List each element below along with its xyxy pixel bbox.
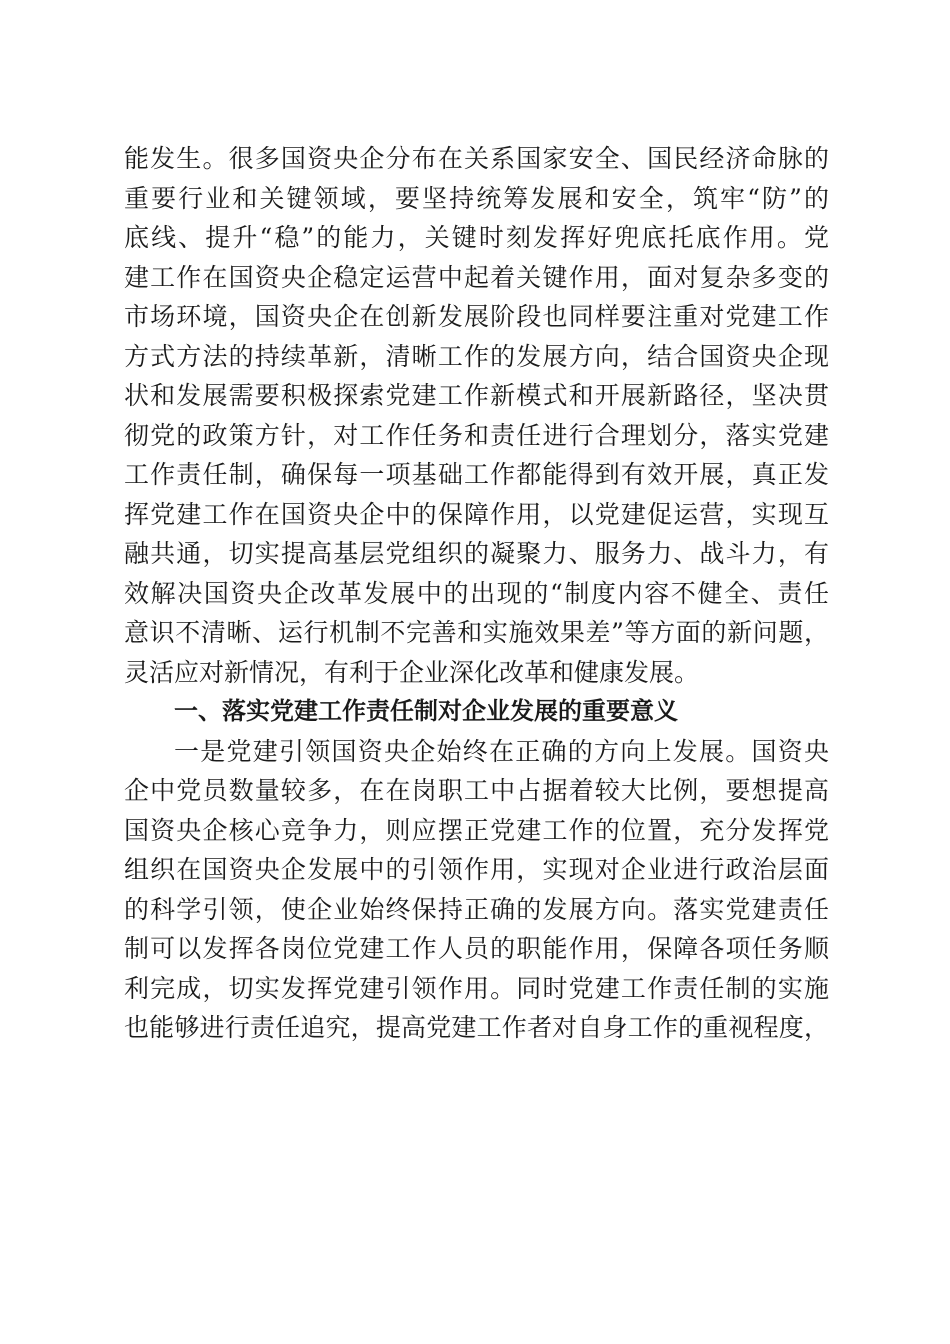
section-heading: 一、落实党建工作责任制对企业发展的重要意义 <box>174 697 678 725</box>
text-line: 的科学引领，使企业始终保持正确的发展方向。落实党建责任 <box>124 894 829 924</box>
text-line: 制可以发挥各岗位党建工作人员的职能作用，保障各项任务顺 <box>124 934 829 963</box>
text-line: 融共通，切实提高基层党组织的凝聚力、服务力、战斗力，有 <box>124 539 829 568</box>
text-line: 国资央企核心竞争力，则应摆正党建工作的位置，充分发挥党 <box>124 815 829 845</box>
text-line: 重要行业和关键领域，要坚持统筹发展和安全，筑牢“防”的 <box>124 183 829 213</box>
text-line: 意识不清晰、运行机制不完善和实施效果差”等方面的新问题， <box>124 618 829 647</box>
text-line: 效解决国资央企改革发展中的出现的“制度内容不健全、责任 <box>124 578 829 608</box>
text-line: 灵活应对新情况，有利于企业深化改革和健康发展。 <box>124 657 700 687</box>
text-line: 建工作在国资央企稳定运营中起着关键作用，面对复杂多变的 <box>124 262 829 292</box>
text-line: 市场环境，国资央企在创新发展阶段也同样要注重对党建工作 <box>124 302 829 331</box>
text-line: 也能够进行责任追究，提高党建工作者对自身工作的重视程度， <box>124 1013 829 1042</box>
text-line: 一是党建引领国资央企始终在正确的方向上发展。国资央 <box>174 736 829 766</box>
text-line: 企中党员数量较多，在在岗职工中占据着较大比例，要想提高 <box>124 776 829 805</box>
document-body <box>124 139 829 1048</box>
text-line: 底线、提升“稳”的能力，关键时刻发挥好兜底托底作用。党 <box>124 223 829 252</box>
text-line: 彻党的政策方针，对工作任务和责任进行合理划分，落实党建 <box>124 420 829 450</box>
text-line: 利完成，切实发挥党建引领作用。同时党建工作责任制的实施 <box>124 973 829 1003</box>
text-line: 状和发展需要积极探索党建工作新模式和开展新路径，坚决贯 <box>124 381 829 410</box>
text-line: 挥党建工作在国资央企中的保障作用，以党建促运营，实现互 <box>124 499 829 529</box>
text-line: 组织在国资央企发展中的引领作用，实现对企业进行政治层面 <box>124 855 829 884</box>
text-line: 方式方法的持续革新，清晰工作的发展方向，结合国资央企现 <box>124 341 829 371</box>
text-line: 能发生。很多国资央企分布在关系国家安全、国民经济命脉的 <box>124 144 829 173</box>
text-line: 工作责任制，确保每一项基础工作都能得到有效开展，真正发 <box>124 460 829 489</box>
